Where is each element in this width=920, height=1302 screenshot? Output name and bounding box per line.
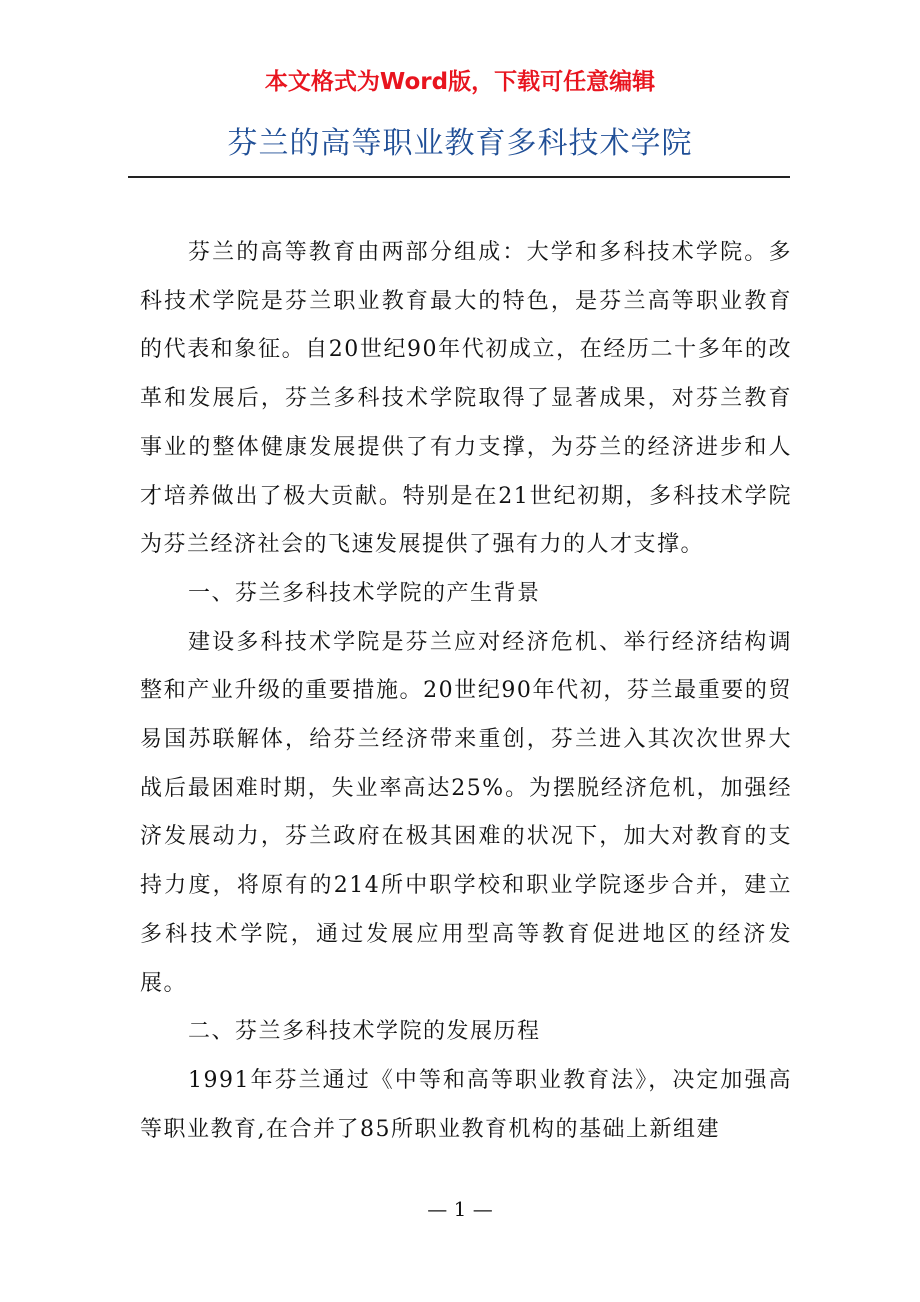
document-title: 芬兰的高等职业教育多科技术学院 <box>227 126 693 161</box>
section-heading-background: 一、芬兰多科技术学院的产生背景 <box>188 580 541 606</box>
section-heading-history: 二、芬兰多科技术学院的发展历程 <box>188 1019 541 1045</box>
paragraph-history: 1991年芬兰通过《中等和高等职业教育法》，决定加强高等职业教育,在合并了85所职业教育机构的基础上新组建 <box>140 1067 792 1142</box>
download-banner: 本文格式为Word版，下载可任意编辑 <box>264 69 656 95</box>
paragraph-intro: 芬兰的高等教育由两部分组成：大学和多科技术学院。多科技术学院是芬兰职业教育最大的特色，是芬兰高等职业教育的代表和象征。自20世纪90年代初成立，在经历二十多年的改革和发展后，芬兰多科技术学院取得了显著成果，对芬兰教育事业的整体健康发展提供了有力支撑，为芬兰的经济进步和人才培养做出了极大贡献。特别是在21世纪初期，多科技术学院为芬兰经济社会的飞速发展提供了强有力的人才支撑。 <box>140 240 792 558</box>
title-divider <box>128 176 790 178</box>
page-number: — 1 — <box>427 1197 493 1221</box>
paragraph-background: 建设多科技术学院是芬兰应对经济危机、举行经济结构调整和产业升级的重要措施。20世纪90年代初，芬兰最重要的贸易国苏联解体，给芬兰经济带来重创，芬兰进入其次次世界大战后最困难时期，失业率高达25%。为摆脱经济危机，加强经济发展动力，芬兰政府在极其困难的状况下，加大对教育的支持力度，将原有的214所中职学校和职业学院逐步合并，建立多科技术学院，通过发展应用型高等教育促进地区的经济发展。 <box>140 629 792 996</box>
document-body <box>140 229 792 1154</box>
